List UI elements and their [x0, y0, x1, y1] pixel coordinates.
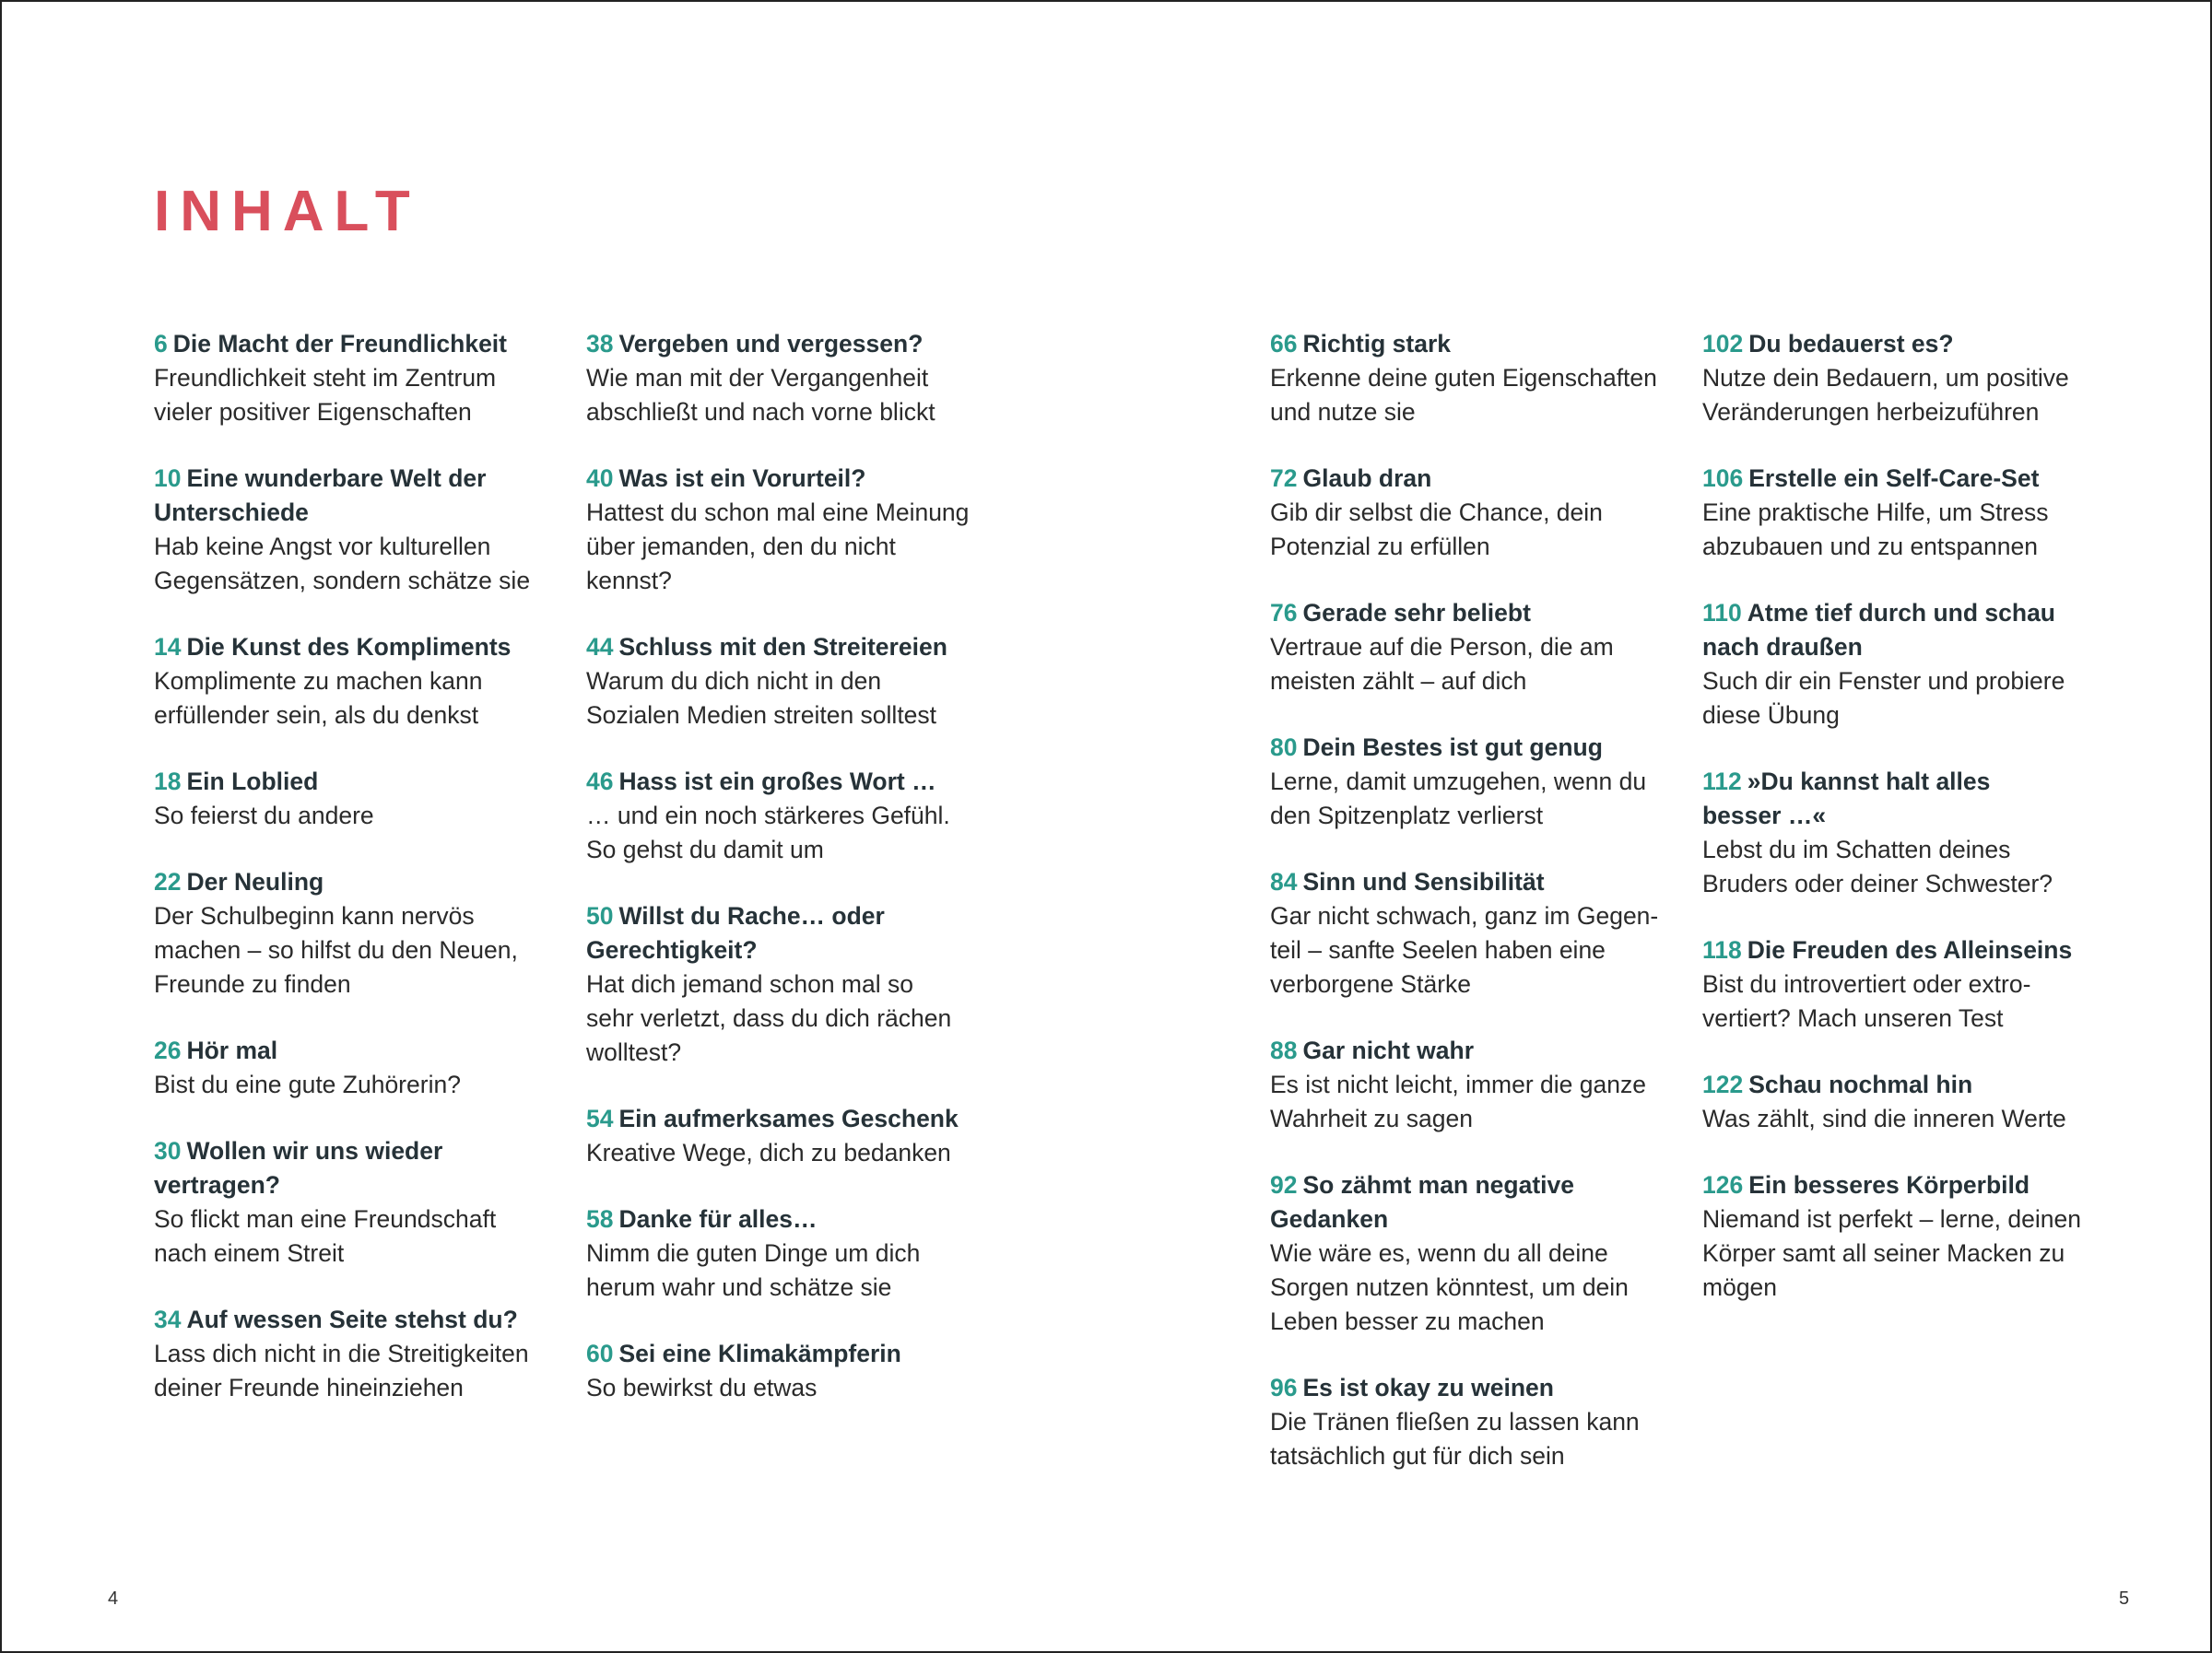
toc-entry[interactable]: [154, 865, 559, 1002]
entry-page-number: 80: [1270, 733, 1298, 761]
entry-title: Atme tief durch und schau nach draußen: [1702, 599, 2055, 661]
entry-title: Glaub dran: [1302, 464, 1432, 492]
toc-entry[interactable]: [154, 1134, 559, 1271]
entry-page-number: 58: [586, 1205, 614, 1233]
page-number-left: 4: [108, 1589, 119, 1609]
entry-title: Sei eine Klimakämpferin: [618, 1340, 901, 1367]
entry-title: Richtig stark: [1302, 330, 1451, 358]
entry-title: Was ist ein Vorurteil?: [618, 464, 866, 492]
entry-heading: [1270, 1034, 1676, 1068]
entry-heading: [586, 899, 992, 967]
toc-column-3: [1270, 327, 1676, 1506]
entry-description: Warum du dich nicht in den Sozialen Medien streiten solltest: [586, 667, 937, 729]
entry-page-number: 96: [1270, 1374, 1298, 1401]
entry-heading: [154, 630, 559, 664]
toc-column-2: [586, 327, 992, 1437]
entry-page-number: 76: [1270, 599, 1298, 627]
entry-description: Lass dich nicht in die Streitigkeiten deiner Freunde hineinziehen: [154, 1340, 529, 1401]
entry-title: Eine wunderbare Welt der Unterschiede: [154, 464, 487, 526]
entry-heading: [154, 765, 559, 799]
toc-entry[interactable]: [1702, 933, 2108, 1036]
toc-entry[interactable]: [1270, 1168, 1676, 1339]
entry-page-number: 88: [1270, 1037, 1298, 1064]
entry-heading: [154, 462, 559, 530]
toc-entry[interactable]: [586, 1102, 992, 1170]
entry-page-number: 66: [1270, 330, 1298, 358]
entry-description: Die Tränen fließen zu lassen kann tatsächlich gut für dich sein: [1270, 1408, 1640, 1470]
entry-title: Schluss mit den Streitereien: [618, 633, 947, 661]
toc-entry[interactable]: [154, 1034, 559, 1102]
entry-title: Ein Loblied: [186, 768, 319, 795]
entry-heading: [1702, 596, 2108, 664]
entry-title: Vergeben und vergessen?: [618, 330, 924, 358]
entry-page-number: 106: [1702, 464, 1744, 492]
entry-heading: [1702, 765, 2108, 833]
toc-entry[interactable]: [1270, 327, 1676, 429]
entry-description: So flickt man eine Freundschaft nach einem Streit: [154, 1205, 497, 1267]
entry-title: Hass ist ein großes Wort …: [618, 768, 936, 795]
entry-title: Die Kunst des Kompliments: [186, 633, 512, 661]
entry-title: Der Neuling: [186, 868, 324, 896]
toc-entry[interactable]: [154, 1303, 559, 1405]
toc-entry[interactable]: [586, 462, 992, 598]
entry-page-number: 126: [1702, 1171, 1744, 1199]
entry-description: … und ein noch stärkeres Gefühl. So gehst du damit um: [586, 802, 950, 863]
toc-entry[interactable]: [1702, 327, 2108, 429]
toc-entry[interactable]: [1270, 1371, 1676, 1473]
toc-entry[interactable]: [1702, 1168, 2108, 1305]
entry-page-number: 38: [586, 330, 614, 358]
entry-page-number: 54: [586, 1105, 614, 1132]
entry-description: Der Schulbeginn kann nervös machen – so hilfst du den Neuen, Freunde zu finden: [154, 902, 518, 998]
entry-heading: [1270, 327, 1676, 361]
entry-description: Hab keine Angst vor kulturellen Gegensätzen, sondern schätze sie: [154, 533, 531, 594]
entry-page-number: 112: [1702, 768, 1742, 795]
toc-entry[interactable]: [1702, 596, 2108, 733]
entry-heading: [154, 865, 559, 899]
page-title: INHALT: [154, 180, 420, 243]
entry-description: Gib dir selbst die Chance, dein Potenzial zu erfüllen: [1270, 498, 1603, 560]
entry-title: So zähmt man negative Gedanken: [1270, 1171, 1574, 1233]
entry-title: Willst du Rache… oder Gerechtigkeit?: [586, 902, 885, 964]
entry-title: Du bedauerst es?: [1748, 330, 1954, 358]
toc-entry[interactable]: [586, 630, 992, 733]
entry-heading: [1270, 462, 1676, 496]
entry-title: Sinn und Sensibilität: [1302, 868, 1545, 896]
entry-heading: [1702, 462, 2108, 496]
entry-heading: [154, 327, 559, 361]
entry-description: Freundlichkeit steht im Zentrum vieler positiver Eigenschaften: [154, 364, 497, 426]
entry-page-number: 10: [154, 464, 182, 492]
toc-entry[interactable]: [1702, 1068, 2108, 1136]
entry-title: Hör mal: [186, 1037, 278, 1064]
entry-page-number: 44: [586, 633, 614, 661]
entry-title: Ein besseres Körperbild: [1748, 1171, 2030, 1199]
toc-entry[interactable]: [586, 1202, 992, 1305]
toc-entry[interactable]: [586, 327, 992, 429]
entry-description: Nimm die guten Dinge um dich herum wahr und schätze sie: [586, 1239, 921, 1301]
entry-page-number: 102: [1702, 330, 1744, 358]
entry-description: Erkenne deine guten Eigenschaften und nutze sie: [1270, 364, 1657, 426]
toc-entry[interactable]: [1270, 731, 1676, 833]
entry-heading: [1702, 1168, 2108, 1202]
entry-title: Die Freuden des Alleinseins: [1747, 936, 2073, 964]
toc-entry[interactable]: [154, 630, 559, 733]
entry-page-number: 46: [586, 768, 614, 795]
entry-description: Lerne, damit umzugehen, wenn du den Spitzenplatz verlierst: [1270, 768, 1647, 829]
entry-page-number: 92: [1270, 1171, 1298, 1199]
toc-column-4: [1702, 327, 2108, 1337]
entry-title: Gar nicht wahr: [1302, 1037, 1475, 1064]
entry-page-number: 84: [1270, 868, 1298, 896]
entry-page-number: 40: [586, 464, 614, 492]
entry-heading: [586, 462, 992, 496]
page-number-right: 5: [2119, 1589, 2130, 1609]
toc-entry[interactable]: [1702, 765, 2108, 901]
entry-title: Ein aufmerksames Geschenk: [618, 1105, 959, 1132]
entry-title: Wollen wir uns wieder vertragen?: [154, 1137, 443, 1199]
entry-description: Wie wäre es, wenn du all deine Sorgen nutzen könntest, um dein Leben besser zu machen: [1270, 1239, 1629, 1335]
entry-page-number: 122: [1702, 1071, 1744, 1098]
entry-heading: [154, 1303, 559, 1337]
entry-title: Dein Bestes ist gut genug: [1302, 733, 1603, 761]
entry-heading: [154, 1134, 559, 1202]
toc-entry[interactable]: [154, 765, 559, 833]
entry-title: Gerade sehr beliebt: [1302, 599, 1531, 627]
entry-title: Schau nochmal hin: [1748, 1071, 1973, 1098]
entry-page-number: 26: [154, 1037, 182, 1064]
entry-description: Hattest du schon mal eine Meinung über jemanden, den du nicht kennst?: [586, 498, 970, 594]
entry-heading: [1702, 1068, 2108, 1102]
entry-description: Bist du eine gute Zuhörerin?: [154, 1071, 461, 1098]
entry-page-number: 30: [154, 1137, 182, 1165]
entry-heading: [586, 327, 992, 361]
entry-description: Lebst du im Schatten deines Bruders oder deiner Schwester?: [1702, 836, 2053, 897]
entry-heading: [1270, 596, 1676, 630]
entry-page-number: 50: [586, 902, 614, 930]
entry-heading: [1702, 933, 2108, 967]
entry-title: Danke für alles…: [618, 1205, 818, 1233]
entry-description: So feierst du andere: [154, 802, 374, 829]
entry-heading: [586, 1337, 992, 1371]
entry-description: So bewirkst du etwas: [586, 1374, 818, 1401]
toc-entry[interactable]: [586, 899, 992, 1070]
entry-heading: [1270, 865, 1676, 899]
toc-entry[interactable]: [154, 462, 559, 598]
entry-heading: [1270, 731, 1676, 765]
entry-description: Bist du introvertiert oder extro- vertiert? Mach unseren Test: [1702, 970, 2031, 1032]
toc-entry[interactable]: [1270, 1034, 1676, 1136]
entry-heading: [586, 1202, 992, 1237]
entry-title: Es ist okay zu weinen: [1302, 1374, 1554, 1401]
entry-page-number: 18: [154, 768, 182, 795]
toc-entry[interactable]: [1270, 865, 1676, 1002]
entry-title: Die Macht der Freundlichkeit: [172, 330, 507, 358]
entry-page-number: 60: [586, 1340, 614, 1367]
toc-entry[interactable]: [154, 327, 559, 429]
entry-page-number: 22: [154, 868, 182, 896]
entry-heading: [1270, 1371, 1676, 1405]
entry-title: Auf wessen Seite stehst du?: [186, 1306, 518, 1333]
entry-description: Niemand ist perfekt – lerne, deinen Körper samt all seiner Macken zu mögen: [1702, 1205, 2081, 1301]
entry-description: Eine praktische Hilfe, um Stress abzubauen und zu entspannen: [1702, 498, 2049, 560]
toc-entry[interactable]: [1270, 462, 1676, 564]
entry-description: Vertraue auf die Person, die am meisten zählt – auf dich: [1270, 633, 1614, 695]
entry-heading: [1270, 1168, 1676, 1237]
entry-page-number: 110: [1702, 599, 1742, 627]
toc-entry[interactable]: [1702, 462, 2108, 564]
entry-title: Erstelle ein Self-Care-Set: [1748, 464, 2040, 492]
entry-description: Wie man mit der Vergangenheit abschließt und nach vorne blickt: [586, 364, 935, 426]
entry-heading: [586, 1102, 992, 1136]
entry-page-number: 34: [154, 1306, 182, 1333]
entry-page-number: 6: [154, 330, 168, 358]
entry-description: Gar nicht schwach, ganz im Gegen- teil – sanfte Seelen haben eine verborgene Stärke: [1270, 902, 1659, 998]
entry-description: Nutze dein Bedauern, um positive Veränderungen herbeizuführen: [1702, 364, 2069, 426]
entry-heading: [1702, 327, 2108, 361]
toc-entry[interactable]: [1270, 596, 1676, 698]
toc-column-1: [154, 327, 559, 1437]
entry-description: Hat dich jemand schon mal so sehr verletzt, dass du dich rächen wolltest?: [586, 970, 952, 1066]
entry-heading: [154, 1034, 559, 1068]
entry-description: Kreative Wege, dich zu bedanken: [586, 1139, 951, 1166]
toc-entry[interactable]: [586, 765, 992, 867]
entry-heading: [586, 630, 992, 664]
entry-page-number: 72: [1270, 464, 1298, 492]
toc-entry[interactable]: [586, 1337, 992, 1405]
entry-page-number: 118: [1702, 936, 1742, 964]
entry-page-number: 14: [154, 633, 182, 661]
entry-heading: [586, 765, 992, 799]
entry-title: »Du kannst halt alles besser …«: [1702, 768, 1991, 829]
entry-description: Komplimente zu machen kann erfüllender sein, als du denkst: [154, 667, 483, 729]
entry-description: Such dir ein Fenster und probiere diese Übung: [1702, 667, 2065, 729]
entry-description: Was zählt, sind die inneren Werte: [1702, 1105, 2066, 1132]
entry-description: Es ist nicht leicht, immer die ganze Wahrheit zu sagen: [1270, 1071, 1646, 1132]
